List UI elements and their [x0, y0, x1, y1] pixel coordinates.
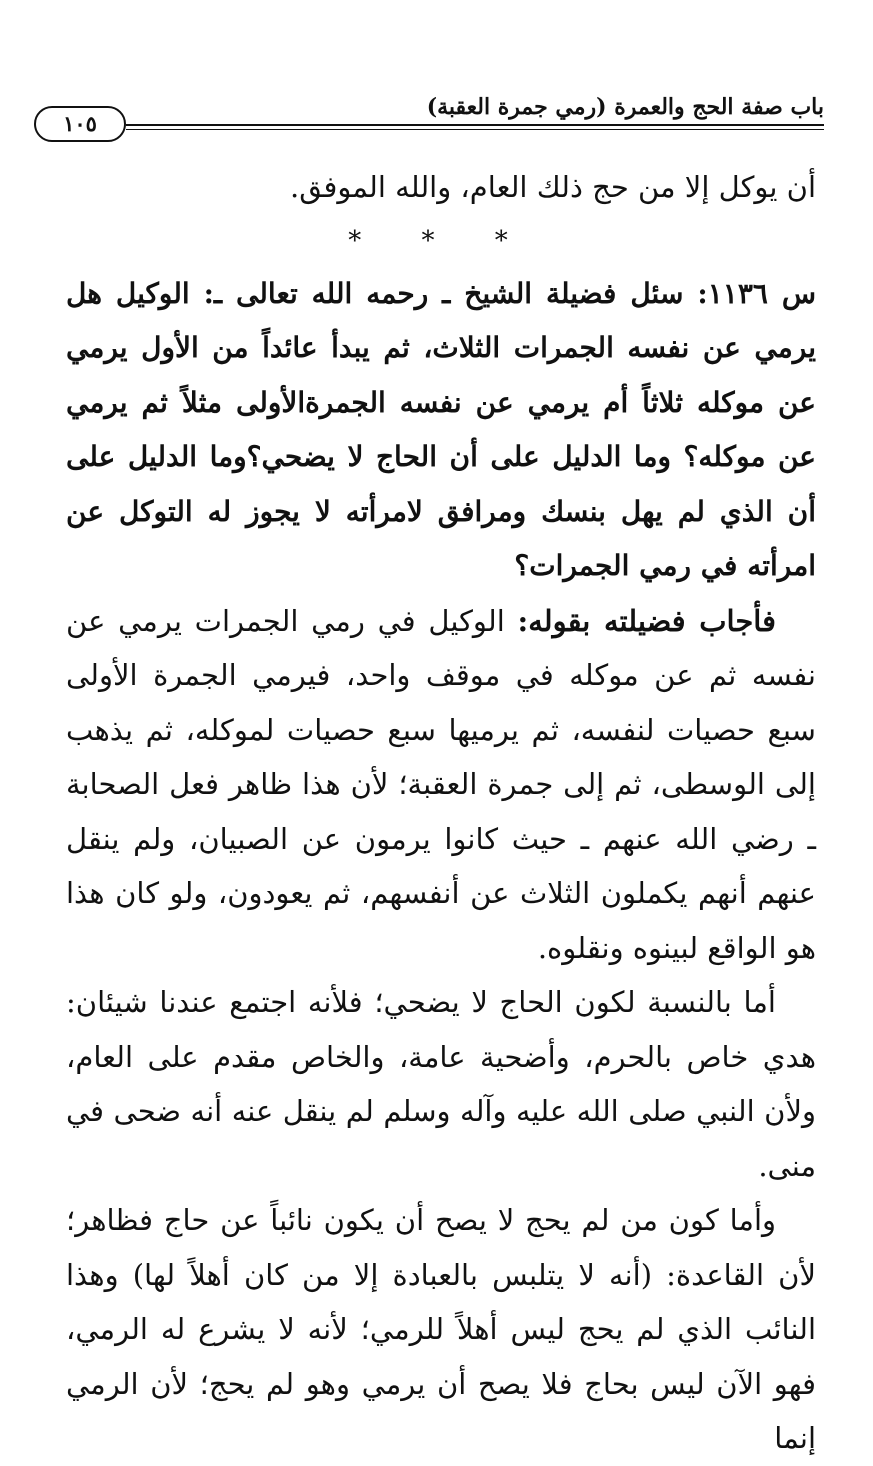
section-separator-stars: * * *	[348, 225, 534, 256]
page-header	[34, 92, 824, 142]
answer-lead: فأجاب فضيلته بقوله:	[517, 603, 776, 638]
header-rule-thick	[126, 124, 824, 126]
intro-paragraph: أن يوكل إلا من حج ذلك العام، والله الموفق.	[290, 170, 816, 204]
answer-paragraph	[66, 594, 816, 976]
sacrifice-paragraph: أما بالنسبة لكون الحاج لا يضحي؛ فلأنه اجتمع عندنا شيئان: هدي خاص بالحرم، وأضحية عامة، والخاص مقدم على العام، ولأن النبي صلى الله عليه وآله وسلم لم ينقل عنه أنه ضحى في منى.	[66, 985, 816, 1183]
question-number: س ١١٣٦:	[697, 276, 816, 310]
question-paragraph	[66, 267, 816, 594]
page-number: ١٠٥	[34, 106, 126, 142]
question-text: سئل فضيلة الشيخ ـ رحمه الله تعالى ـ: الوكيل هل يرمي عن نفسه الجمرات الثلاث، ثم يبدأ عائداً من الأول يرمي عن موكله ثلاثاً أم يرمي عن نفسه الجمرةالأولى مثلاً ثم يرمي عن موكله؟ وما الدليل على أن الحاج لا يضحي؟وما الدليل على أن الذي لم يهل بنسك ومرافق لامرأته لا يجوز له التوكل عن امرأته في رمي الجمرات؟	[66, 276, 816, 582]
chapter-title: باب صفة الحج والعمرة (رمي جمرة العقبة)	[426, 94, 824, 120]
header-rule-thin	[126, 129, 824, 130]
answer-text: الوكيل في رمي الجمرات يرمي عن نفسه ثم عن موكله في موقف واحد، فيرمي الجمرة الأولى سبع حصيات لنفسه، ثم يرميها سبع حصيات لموكله، ثم يذهب إلى الوسطى، ثم إلى جمرة العقبة؛ لأن هذا ظاهر فعل الصحابة ـ رضي الله عنهم ـ حيث كانوا يرمون عن الصبيان، ولم ينقل عنهم أنهم يكملون الثلاث عن أنفسهم، ثم يعودون، ولو كان هذا هو الواقع لبينوه ونقلوه.	[66, 603, 816, 965]
page-body	[66, 160, 816, 1466]
deputy-paragraph: وأما كون من لم يحج لا يصح أن يكون نائباً عن حاج فظاهر؛ لأن القاعدة: (أنه لا يتلبس بالعبادة إلا من كان أهلاً لها) وهذا النائب الذي لم يحج ليس أهلاً للرمي؛ لأنه لا يشرع له الرمي، فهو الآن ليس بحاج فلا يصح أن يرمي وهو لم يحج؛ لأن الرمي إنما	[66, 1203, 816, 1455]
